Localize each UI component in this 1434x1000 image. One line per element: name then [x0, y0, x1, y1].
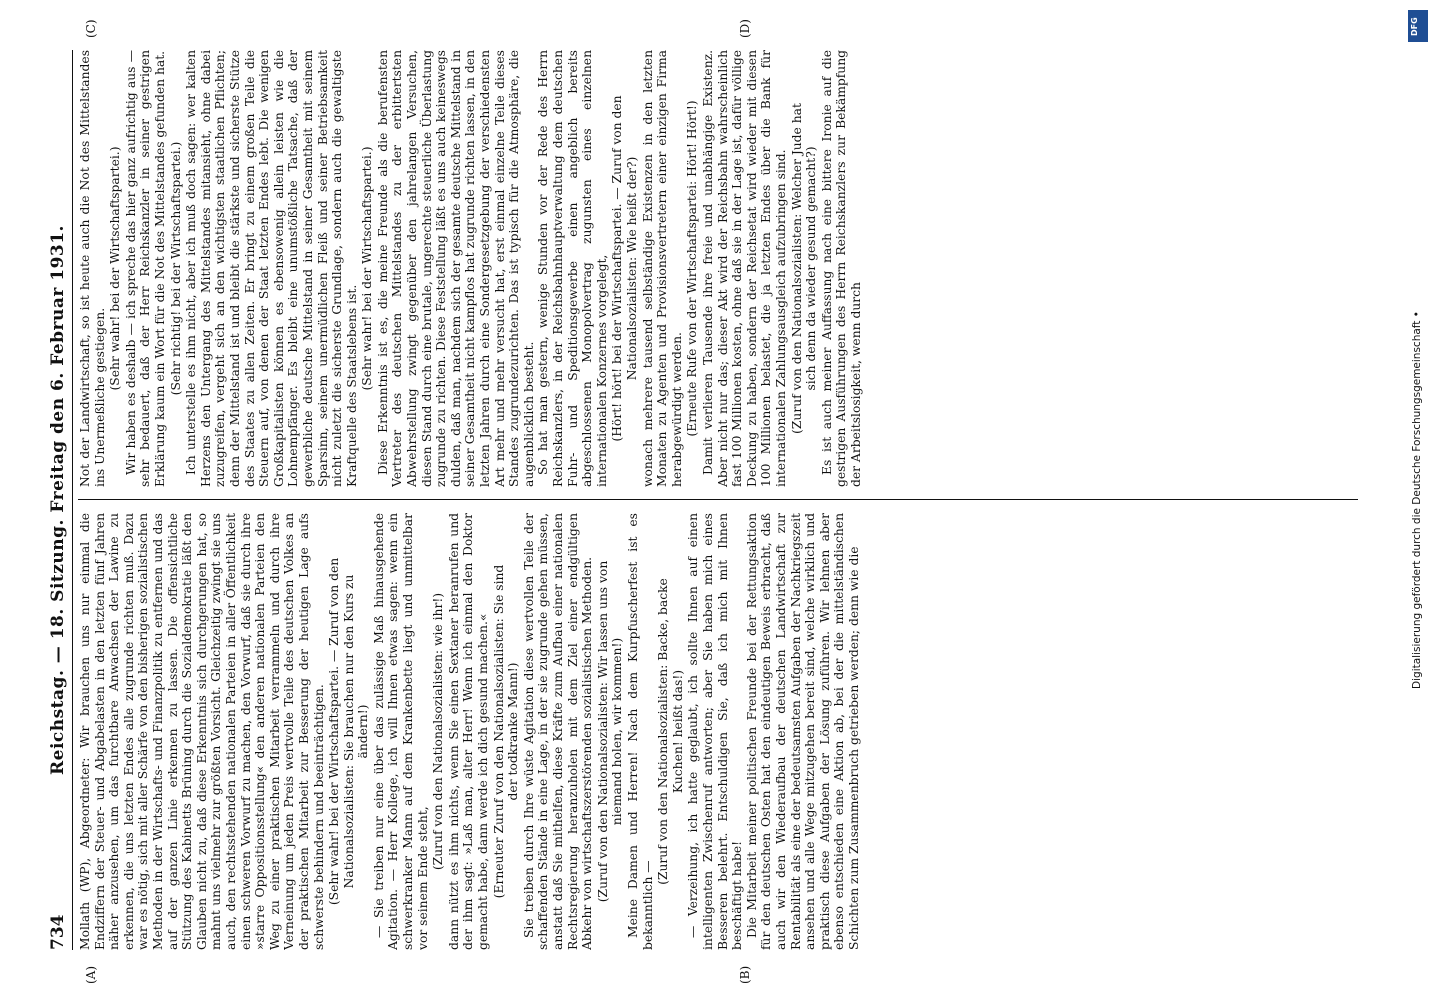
page-title: Reichstag. — 18. Sitzung. Freitag den 6. Februar 1931. [48, 225, 68, 775]
paragraph: Damit verlieren Tausende ihre freie und unabhängige Existenz. Aber nicht nur das; dieser Akt wird der Reichsbahn wahrscheinlich fast 100 Millionen kosten, ohne daß sie in der Lage ist, dafür völlige Deckung zu haben, sondern der Reichsetat wird wieder mit diesen 100 Millionen belastet, die ja letzten Endes über die Bank für internationalen Zahlungsausgleich aufzubringen sind. [700, 50, 788, 487]
digitization-credit [1408, 10, 1430, 990]
column-divider [78, 499, 1358, 500]
page-header [48, 50, 74, 950]
page-number: 734 [48, 914, 68, 950]
left-column [78, 513, 1363, 950]
interjection: (Erneuter Zuruf von den Nationalsozialisten: Sie sind der todkranke Mann!) [491, 564, 521, 899]
right-column [78, 50, 1363, 487]
credit-text: Digitalisierung gefördert durch die Deutsche Forschungsgemeinschaft • [1411, 311, 1423, 689]
paragraph: Meine Damen und Herren! Nach dem Kurpfuscherfest ist es bekanntlich — [625, 513, 655, 950]
margin-marker-d: (D) [738, 19, 752, 38]
paragraph: Not der Landwirtschaft, so ist heute auch die Not des Mittelstandes ins Unermeßliche gestiegen. [78, 50, 107, 487]
margin-marker-b: (B) [738, 965, 752, 984]
paragraph: Es ist auch meiner Auffassung nach eine bittere Ironie auf die gestrigen Ausführungen des Herrn Reichskanzlers zur Bekämpfung der Arbeitslosigkeit, wenn durch [819, 50, 863, 487]
interjection: (Sehr wahr! bei der Wirtschaftspartei. — Zuruf von den Nationalsozialisten: Sie brauchen nur den Kurs zu ändern!) [327, 557, 371, 906]
interjection: (Sehr richtig! bei der Wirtschaftspartei.) [168, 141, 183, 396]
interjection: (Zuruf von den Nationalsozialisten: wie ihr!) [431, 592, 446, 871]
paragraph: Ich unterstelle es ihm nicht, aber ich muß doch sagen: wer kalten Herzens den Untergang des Mittelstandes mitansieht, ohne dabei zuzugreifen, vergeht sich an den wichtigsten staatlichen Pflichten; denn der Mittelstand ist und bleibt die stärkste und sicherste Stütze des Staates zu allen Zeiten. Er bringt zu einem großen Teile die Steuern auf, von denen der Staat letzten Endes lebt. Die wenigen Großkapitalisten können es ebensowenig allein leisten wie die Lohnempfänger. Es bleibt eine unumstößliche Tatsache, daß der gewerbliche deutsche Mittelstand in seiner Gesamtheit mit seinem Sparsinn, seinem unermüdlichen Fleiß und seiner Betriebsamkeit nicht zuletzt die sicherste Grundlage, sondern auch die gewaltigste Kraftquelle des Staatslebens ist. [184, 50, 359, 487]
interjection: (Hört! hört! bei der Wirtschaftspartei. — Zuruf von den Nationalsozialisten: Wie heißt der?) [610, 95, 639, 442]
document-page [48, 19, 1368, 984]
interjection: (Sehr wahr! bei der Wirtschaftspartei.) [360, 146, 375, 391]
paragraph: Mollath (WP), Abgeordneter: Wir brauchen uns nur einmal die Endziffern der Steuer- und Abgabelasten in den letzten fünf Jahren näher anzusehen, um das furchtbare Anwachsen der Lawine zu erkennen, die uns letzten Endes alle zugrunde richten muß. Dazu war es nötig, sich mit aller Schärfe von den bisherigen sozialistischen Methoden in der Wirtschafts- und Finanzpolitik zu entfernen und das auf der ganzen Linie erkennen zu lassen. Die offensichtliche Stützung des Kabinetts Brüning durch die Sozialdemokratie läßt den Glauben nicht zu, daß diese Erkenntnis sich durchgerungen hat, so mahnt uns vielmehr zur größten Vorsicht. Gleichzeitig zwingt sie uns auch, den rechtsstehenden nationalen Parteien in aller Öffentlichkeit einen schweren Vorwurf zu machen, den Vorwurf, daß sie durch ihre »starre Oppositionsstellung« den anderen nationalen Parteien den Weg zu einer praktischen Mitarbeit verrammeln und durch ihre Verneinung um jeden Preis wertvolle Teile des deutschen Volkes an der praktischen Mitarbeit zur Besserung der heutigen Lage aufs schwerste behindern und beeinträchtigen. [78, 513, 326, 950]
paragraph: — Verzeihung, ich hatte geglaubt, ich sollte Ihnen auf einen intelligenten Zwischenruf antworten; aber Sie haben mich eines Besseren belehrt. Entschuldigen Sie, daß ich mich mit Ihnen beschäftigt habe! [686, 513, 745, 950]
interjection: (Zuruf von den Nationalsozialisten: Welcher Jude hat sich denn da wieder gesund gemacht?) [789, 103, 819, 434]
margin-marker-c: (C) [84, 19, 98, 38]
margin-marker-a: (A) [84, 965, 98, 984]
interjection: (Sehr wahr! bei der Wirtschaftspartei.) [108, 146, 123, 391]
paragraph: So hat man gestern, wenige Stunden vor der Rede des Herrn Reichskanzlers, in der Reichsbahnhauptverwaltung dem deutschen Fuhr- und Speditionsgewerbe einen angeblich bereits abgeschlossenen Monopolvertrag zugunsten eines einzelnen internationalen Konzernes vorgelegt, [536, 50, 609, 487]
paragraph: dann nützt es ihm nichts, wenn Sie einen Sextaner heranrufen und der ihm sagt: »Laß man, alter Herr! Wenn ich einmal den Doktor gemacht habe, dann werde ich dich gesund machen.« [446, 513, 491, 950]
interjection: (Erneute Rufe von der Wirtschaftspartei: Hört! Hört!) [685, 100, 700, 437]
interjection: (Zuruf von den Nationalsozialisten: Wir lassen uns von niemand holen, wir kommen!) [595, 560, 625, 903]
paragraph: Die Mitarbeit meiner politischen Freunde bei der Rettungsaktion für den deutschen Osten hat den eindeutigen Beweis erbracht, daß auch wir den Wiederaufbau der deutschen Landwirtschaft zur Rentabilität als eine der bedeutsamsten Aufgaben der Nachkriegszeit ansehen und alle Wege mitzugehen bereit sind, welche wirklich und praktisch diese Aufgaben der Lösung zuführen. Wir lehnen aber ebenso entschieden eine Aktion ab, bei der die mittelständischen Schichten zum Zusammenbruch getrieben werden; denn wie die [744, 513, 861, 950]
paragraph: Sie treiben durch Ihre wüste Agitation diese wertvollen Teile der schaffenden Stände in eine Lage, in der sie zugrunde gehen müssen, anstatt daß Sie mithelfen, diese Kräfte zum Aufbau einer nationalen Rechtsregierung heranzuholen mit dem Ziel einer endgültigen Abkehr von wirtschaftszerstörenden sozialistischen Methoden. [521, 513, 595, 950]
paragraph: Diese Erkenntnis ist es, die meine Freunde als die berufensten Vertreter des deutschen Mittelstandes zu der erbittertsten Abwehrstellung zwingt gegenüber den jahrelangen Versuchen, diesen Stand durch eine brutale, ungerechte steuerliche Überlastung zugrunde zu richten. Diese Feststellung läßt es uns auch keineswegs dulden, daß man, nachdem sich der gesamte deutsche Mittelstand in seiner Gesamtheit nicht kampflos hat zugrunde richten lassen, in den letzten Jahren durch eine Sondergesetzgebung der verschiedensten Art mehr und mehr versucht hat, erst einmal einzelne Teile dieses Standes zugrundezurichten. Das ist typisch für die Atmosphäre, die augenblicklich besteht. [375, 50, 536, 487]
paragraph: — Sie treiben nur eine über das zulässige Maß hinausgehende Agitation. — Herr Kollege, ich will Ihnen etwas sagen: wenn ein schwerkranker Mann auf dem Krankenbette liegt und unmittelbar vor seinem Ende steht, [371, 513, 430, 950]
paragraph: wonach mehrere tausend selbständige Existenzen in den letzten Monaten zu Agenten und Provisionsvertretern einer einzigen Firma herabgewürdigt werden. [640, 50, 684, 487]
dfg-logo: DFG [1408, 10, 1428, 42]
header-rule [72, 50, 73, 950]
paragraph: Wir haben es deshalb — ich spreche das hier ganz aufrichtig aus — sehr bedauert, daß der Herr Reichskanzler in seiner gestrigen Erklärung kaum ein Wort für die Not des Mittelstandes gefunden hat. [123, 50, 167, 487]
interjection: (Zuruf von den Nationalsozialisten: Backe, backe Kuchen! heißt das!) [656, 578, 685, 885]
